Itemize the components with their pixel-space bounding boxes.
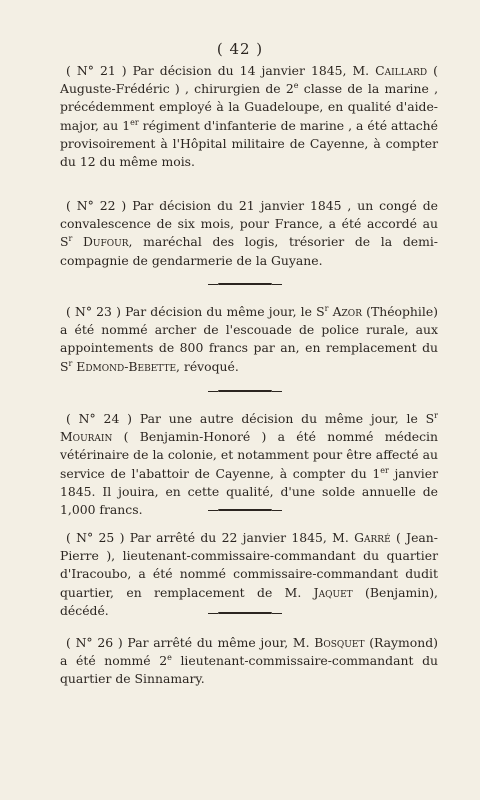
entry-number: ( N° 21 ) — [66, 63, 127, 78]
person-name: Azor — [332, 304, 362, 319]
person-name: Dufour — [83, 234, 129, 250]
person-name: Bosquet — [314, 635, 365, 650]
entry-24: ( N° 24 ) Par une autre décision du même jour, le $S^r$ Mourain ( Benjamin-Honoré ) a été nommé médecin vétérinaire de la colonie, et notamment pour être affecté au service de l'abattoir de Cayenne, à compter du 1er janvier 1845. Il jouira, en cette qualité, d'une solde annuelle de 1,000 francs. — [60, 410, 438, 518]
page-number: ( 42 ) — [216, 40, 264, 58]
entry-number: ( N° 24 ) — [66, 411, 133, 426]
section-divider — [218, 390, 272, 392]
person-name: Mourain — [60, 429, 113, 445]
entry-number: ( N° 23 ) — [66, 304, 121, 319]
entry-22: ( N° 22 ) Par décision du 21 janvier 1845 , un congé de convalescence de six mois, pour France, a été accordé au $S^r$ Dufour, maréchal des logis, trésorier de la demi-compagnie de gendarmerie de la Guyane. — [60, 198, 438, 268]
entry-21: ( N° 21 ) Par décision du 14 janvier 1845, M. Caillard ( Auguste-Frédéric ) , chirurgien de 2e classe de la marine , précédemment employé à la Guadeloupe, en qualité d'aide-major, au 1er régiment d'infanterie de marine , a été attaché provisoirement à l'Hôpital militaire de Cayenne, à compter du 12 du même mois. — [60, 63, 439, 170]
person-name: Garré — [354, 530, 391, 545]
entry-number: ( N° 22 ) — [66, 198, 127, 213]
entry-23: ( N° 23 ) Par décision du même jour, le $S^r$ Azor (Théophile) a été nommé archer de l'escouade de police rurale, aux appointements de 800 francs par an, en remplacement du $S^r$ Edmond-Bebette, révoqué. — [60, 303, 438, 374]
entry-number: ( N° 26 ) — [66, 635, 123, 650]
section-divider — [218, 283, 272, 285]
person-name: Edmond-Bebette — [76, 358, 177, 374]
entry-25: ( N° 25 ) Par arrêté du 22 janvier 1845, M. Garré ( Jean-Pierre ), lieutenant-commissaire-commandant du quartier d'Iracoubo, a été nommé commissaire-commandant dudit quartier, en remplacement de M. Jaquet (Benjamin), décédé. — [60, 530, 438, 618]
person-name: Jaquet — [313, 584, 353, 600]
person-name: Caillard — [375, 63, 428, 78]
entry-26: ( N° 26 ) Par arrêté du même jour, M. Bosquet (Raymond) a été nommé 2e lieutenant-commissaire-commandant du quartier de Sinnamary. — [60, 635, 438, 687]
entry-number: ( N° 25 ) — [66, 530, 125, 545]
